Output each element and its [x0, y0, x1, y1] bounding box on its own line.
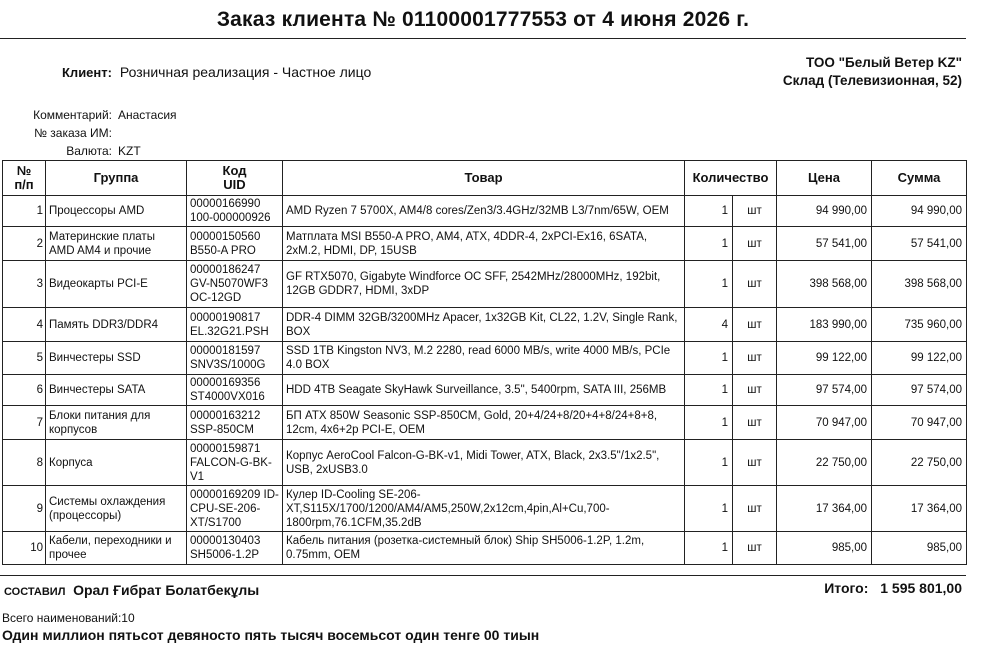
row-code: 00000169356 ST4000VX016 [187, 375, 283, 406]
row-unit: шт [733, 532, 777, 565]
amount-in-words: Один миллион пятьсот девяносто пять тысяч восемьсот один тенге 00 тиын [2, 627, 540, 643]
row-unit: шт [733, 227, 777, 261]
row-code: 00000181597 SNV3S/1000G [187, 342, 283, 375]
row-unit: шт [733, 486, 777, 532]
row-code: 00000166990 100-000000926 [187, 196, 283, 227]
row-product: Кулер ID-Cooling SE-206-XT,S115X/1700/1200/AM4/AM5,250W,2x12cm,4pin,Al+Cu,700-1800rpm,76.1CFM,35.2dB [283, 486, 685, 532]
row-qty: 1 [685, 261, 733, 308]
order-meta [0, 106, 177, 160]
row-number: 9 [3, 486, 46, 532]
comment-value: Анастасия [118, 108, 177, 122]
row-code: 00000130403 SH5006-1.2P [187, 532, 283, 565]
im-order-label: № заказа ИМ: [34, 126, 112, 140]
row-product: Корпус AeroCool Falcon-G-BK-v1, Midi Tower, ATX, Black, 2x3.5"/1x2.5", USB, 2xUSB3.0 [283, 440, 685, 486]
row-price: 57 541,00 [777, 227, 872, 261]
col-group-header: Группа [46, 161, 187, 196]
row-code: 00000150560 B550-A PRO [187, 227, 283, 261]
row-group: Системы охлаждения (процессоры) [46, 486, 187, 532]
row-sum: 985,00 [872, 532, 967, 565]
currency-label: Валюта: [66, 144, 112, 158]
composer-line [4, 582, 259, 598]
table-bottom-divider [0, 575, 966, 576]
items-count: Всего наименований:10 [2, 611, 135, 625]
col-code-line1: Код [222, 163, 247, 178]
row-code: 00000190817 EL.32G21.PSH [187, 308, 283, 342]
row-product: БП ATX 850W Seasonic SSP-850CM, Gold, 20+4/24+8/20+4+8/24+8+8, 12cm, 4x6+2p PCI-E, OEM [283, 406, 685, 440]
table-row [3, 196, 967, 227]
composer-name: Орал Ғибрат Болатбекұлы [73, 582, 260, 598]
warehouse: Склад (Телевизионная, 52) [782, 73, 962, 88]
row-qty: 1 [685, 227, 733, 261]
row-price: 99 122,00 [777, 342, 872, 375]
row-unit: шт [733, 406, 777, 440]
row-group: Блоки питания для корпусов [46, 406, 187, 440]
row-unit: шт [733, 261, 777, 308]
row-sum: 70 947,00 [872, 406, 967, 440]
col-num-line1: № [16, 163, 32, 178]
row-price: 70 947,00 [777, 406, 872, 440]
row-group: Корпуса [46, 440, 187, 486]
row-price: 985,00 [777, 532, 872, 565]
row-price: 17 364,00 [777, 486, 872, 532]
row-number: 2 [3, 227, 46, 261]
header-divider [0, 38, 966, 39]
client-value: Розничная реализация - Частное лицо [119, 64, 372, 80]
row-unit: шт [733, 375, 777, 406]
col-qty-header: Количество [685, 161, 777, 196]
row-qty: 1 [685, 532, 733, 565]
row-number: 7 [3, 406, 46, 440]
row-group: Винчестеры SATA [46, 375, 187, 406]
row-number: 4 [3, 308, 46, 342]
table-row [3, 308, 967, 342]
row-price: 22 750,00 [777, 440, 872, 486]
row-group: Кабели, переходники и прочее [46, 532, 187, 565]
row-unit: шт [733, 342, 777, 375]
row-product: AMD Ryzen 7 5700X, AM4/8 cores/Zen3/3.4GHz/32MB L3/7nm/65W, OEM [283, 196, 685, 227]
row-qty: 4 [685, 308, 733, 342]
row-qty: 1 [685, 440, 733, 486]
row-product: GF RTX5070, Gigabyte Windforce OC SFF, 2542MHz/28000MHz, 192bit, 12GB GDDR7, HDMI, 3xDP [283, 261, 685, 308]
row-code: 00000159871 FALCON-G-BK-V1 [187, 440, 283, 486]
row-qty: 1 [685, 406, 733, 440]
row-product: Матплата MSI B550-A PRO, AM4, ATX, 4DDR-4, 2xPCI-Ex16, 6SATA, 2xM.2, HDMI, DP, 15USB [283, 227, 685, 261]
row-qty: 1 [685, 375, 733, 406]
row-number: 3 [3, 261, 46, 308]
row-group: Видеокарты PCI-E [46, 261, 187, 308]
company-block [783, 54, 962, 90]
row-group: Память DDR3/DDR4 [46, 308, 187, 342]
row-qty: 1 [685, 196, 733, 227]
row-number: 5 [3, 342, 46, 375]
col-num-header [3, 161, 46, 196]
row-group: Материнские платы AMD AM4 и прочие [46, 227, 187, 261]
col-code-line2: UID [223, 177, 246, 192]
comment-label: Комментарий: [33, 108, 112, 122]
total-label: Итого: [824, 580, 869, 596]
row-price: 97 574,00 [777, 375, 872, 406]
client-line [62, 64, 371, 80]
table-row [3, 227, 967, 261]
row-unit: шт [733, 196, 777, 227]
im-order-row [0, 124, 177, 142]
row-number: 6 [3, 375, 46, 406]
row-number: 8 [3, 440, 46, 486]
order-table [2, 160, 967, 565]
total-line [824, 580, 962, 596]
table-row [3, 342, 967, 375]
row-sum: 94 990,00 [872, 196, 967, 227]
table-row [3, 261, 967, 308]
row-product: HDD 4TB Seagate SkyHawk Surveillance, 3.5", 5400rpm, SATA III, 256MB [283, 375, 685, 406]
row-code: 00000186247 GV-N5070WF3 OC-12GD [187, 261, 283, 308]
row-qty: 1 [685, 486, 733, 532]
table-row [3, 406, 967, 440]
row-group: Процессоры AMD [46, 196, 187, 227]
currency-row [0, 142, 177, 160]
col-price-header: Цена [777, 161, 872, 196]
currency-value: KZT [118, 144, 141, 158]
row-number: 10 [3, 532, 46, 565]
total-value: 1 595 801,00 [880, 580, 962, 596]
row-sum: 398 568,00 [872, 261, 967, 308]
row-product: DDR-4 DIMM 32GB/3200MHz Apacer, 1x32GB Kit, CL22, 1.2V, Single Rank, BOX [283, 308, 685, 342]
comment-row [0, 106, 177, 124]
company-name: ТОО "Белый Ветер KZ" [805, 55, 962, 70]
table-row [3, 375, 967, 406]
row-group: Винчестеры SSD [46, 342, 187, 375]
row-sum: 17 364,00 [872, 486, 967, 532]
table-header-row [3, 161, 967, 196]
row-sum: 735 960,00 [872, 308, 967, 342]
table-row [3, 440, 967, 486]
table-row [3, 486, 967, 532]
row-unit: шт [733, 440, 777, 486]
col-code-header [187, 161, 283, 196]
row-qty: 1 [685, 342, 733, 375]
col-product-header: Товар [283, 161, 685, 196]
row-price: 398 568,00 [777, 261, 872, 308]
row-number: 1 [3, 196, 46, 227]
row-sum: 57 541,00 [872, 227, 967, 261]
col-sum-header: Сумма [872, 161, 967, 196]
col-num-line2: п/п [14, 177, 34, 192]
document-title: Заказ клиента № 01100001777553 от 4 июня 2026 г. [216, 8, 750, 31]
row-product: SSD 1TB Kingston NV3, M.2 2280, read 6000 MB/s, write 4000 MB/s, PCIe 4.0 BOX [283, 342, 685, 375]
row-sum: 22 750,00 [872, 440, 967, 486]
composer-label: СОСТАВИЛ [4, 586, 66, 598]
row-price: 94 990,00 [777, 196, 872, 227]
row-price: 183 990,00 [777, 308, 872, 342]
row-sum: 99 122,00 [872, 342, 967, 375]
row-product: Кабель питания (розетка-системный блок) Ship SH5006-1.2P, 1.2m, 0.75mm, OEM [283, 532, 685, 565]
client-label: Клиент: [62, 65, 112, 80]
row-code: 00000163212 SSP-850CM [187, 406, 283, 440]
row-unit: шт [733, 308, 777, 342]
row-sum: 97 574,00 [872, 375, 967, 406]
table-row [3, 532, 967, 565]
row-code: 00000169209 ID-CPU-SE-206-XT/S1700 [187, 486, 283, 532]
